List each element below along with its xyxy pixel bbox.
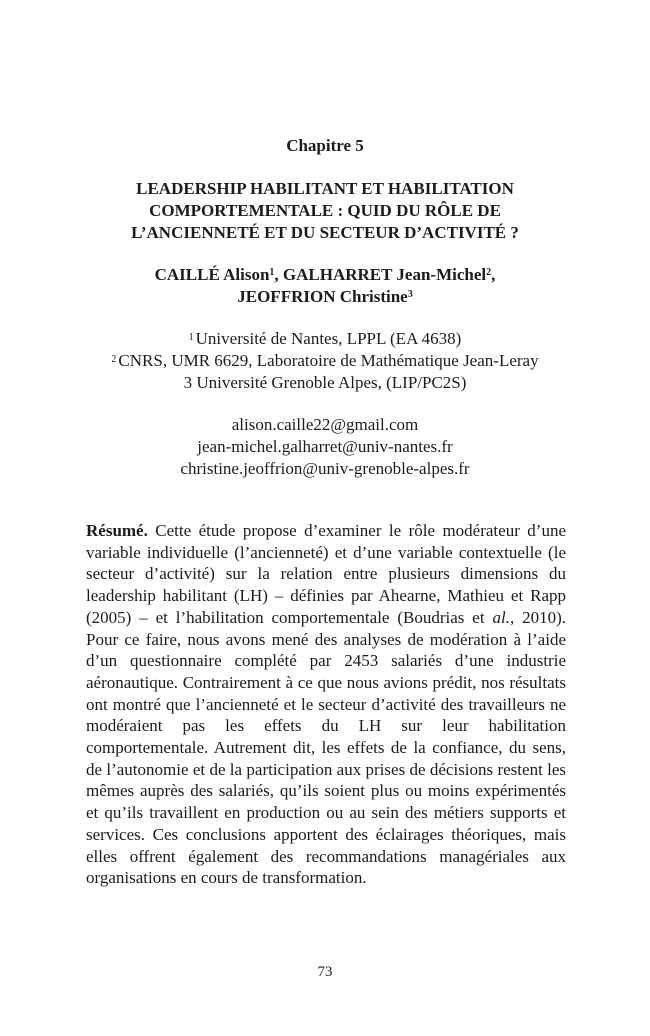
email-line: jean-michel.galharret@univ-nantes.fr — [197, 437, 453, 456]
affiliation-text: CNRS, UMR 6629, Laboratoire de Mathématique Jean-Leray — [118, 351, 539, 370]
authors-line-1 — [80, 264, 570, 286]
chapter-heading: Chapitre 5 — [286, 136, 364, 155]
author-separator: , — [274, 265, 283, 284]
email-line: christine.jeoffrion@univ-grenoble-alpes.fr — [180, 459, 470, 478]
title-line: L’ANCIENNETÉ ET DU SECTEUR D’ACTIVITÉ ? — [131, 223, 519, 242]
author-name: GALHARRET Jean-Michel — [282, 265, 487, 284]
abstract-italic: al. — [492, 607, 510, 627]
chapter-title — [100, 178, 550, 244]
affiliation-line — [60, 372, 590, 394]
title-line: COMPORTEMENTALE : QUID DU RÔLE DE — [149, 201, 501, 220]
authors-block — [80, 264, 570, 308]
affiliation-text: 3 Université Grenoble Alpes, (LIP/PC2S) — [183, 373, 467, 392]
affiliation-line — [60, 328, 590, 350]
abstract-paragraph — [86, 520, 566, 889]
affiliation-line — [60, 350, 590, 372]
page-number: 73 — [317, 964, 333, 980]
author-separator: , — [491, 265, 496, 284]
affiliations — [60, 328, 590, 394]
affiliation-text: Université de Nantes, LPPL (EA 4638) — [195, 329, 462, 348]
author-affil-marker: 1 — [269, 267, 275, 278]
affiliation-number: 2 — [111, 354, 117, 365]
abstract-label: Résumé. — [86, 521, 148, 540]
title-line: LEADERSHIP HABILITANT ET HABILITATION — [136, 179, 514, 198]
author-affil-marker: 3 — [407, 289, 413, 300]
author-name: JEOFFRION Christine — [237, 287, 408, 306]
author-name: CAILLÉ Alison — [154, 265, 270, 284]
email-line: alison.caille22@gmail.com — [231, 415, 419, 434]
abstract-text: , 2010). Pour ce faire, nous avons mené des analyses de modération à l’aide d’un questionnaire complété par 2453 salariés d’une industrie aéronautique. Contrairement à ce que nous avions prédit, nos résultats ont montré que l’ancienneté et le secteur d’activité des travailleurs ne modéraient pas les effets du LH sur leur habilitation comportementale. Autrement dit, les effets de la confiance, du sens, de l’autonomie et de la participation aux prises de décisions restent les mêmes auprès des salariés, qu’ils soient plus ou moins expérimentés et qu’ils travaillent en production ou au sein des métiers supports et services. Ces conclusions apportent des éclairages théoriques, mais elles offrent également des recommandations managériales aux organisations en cours de transformation. — [86, 607, 566, 888]
affiliation-number: 1 — [188, 332, 194, 343]
emails — [60, 414, 590, 480]
authors-line-2 — [80, 286, 570, 308]
abstract-text: Cette étude propose d’examiner le rôle modérateur d’une variable individuelle (l’ancienneté) et d’une variable contextuelle (le secteur d’activité) sur la relation entre plusieurs dimensions du leadership habilitant (LH) – définies par Ahearne, Mathieu et Rapp (2005) – et l’habilitation comportementale (Boudrias et — [86, 521, 566, 627]
author-affil-marker: 2 — [486, 267, 492, 278]
